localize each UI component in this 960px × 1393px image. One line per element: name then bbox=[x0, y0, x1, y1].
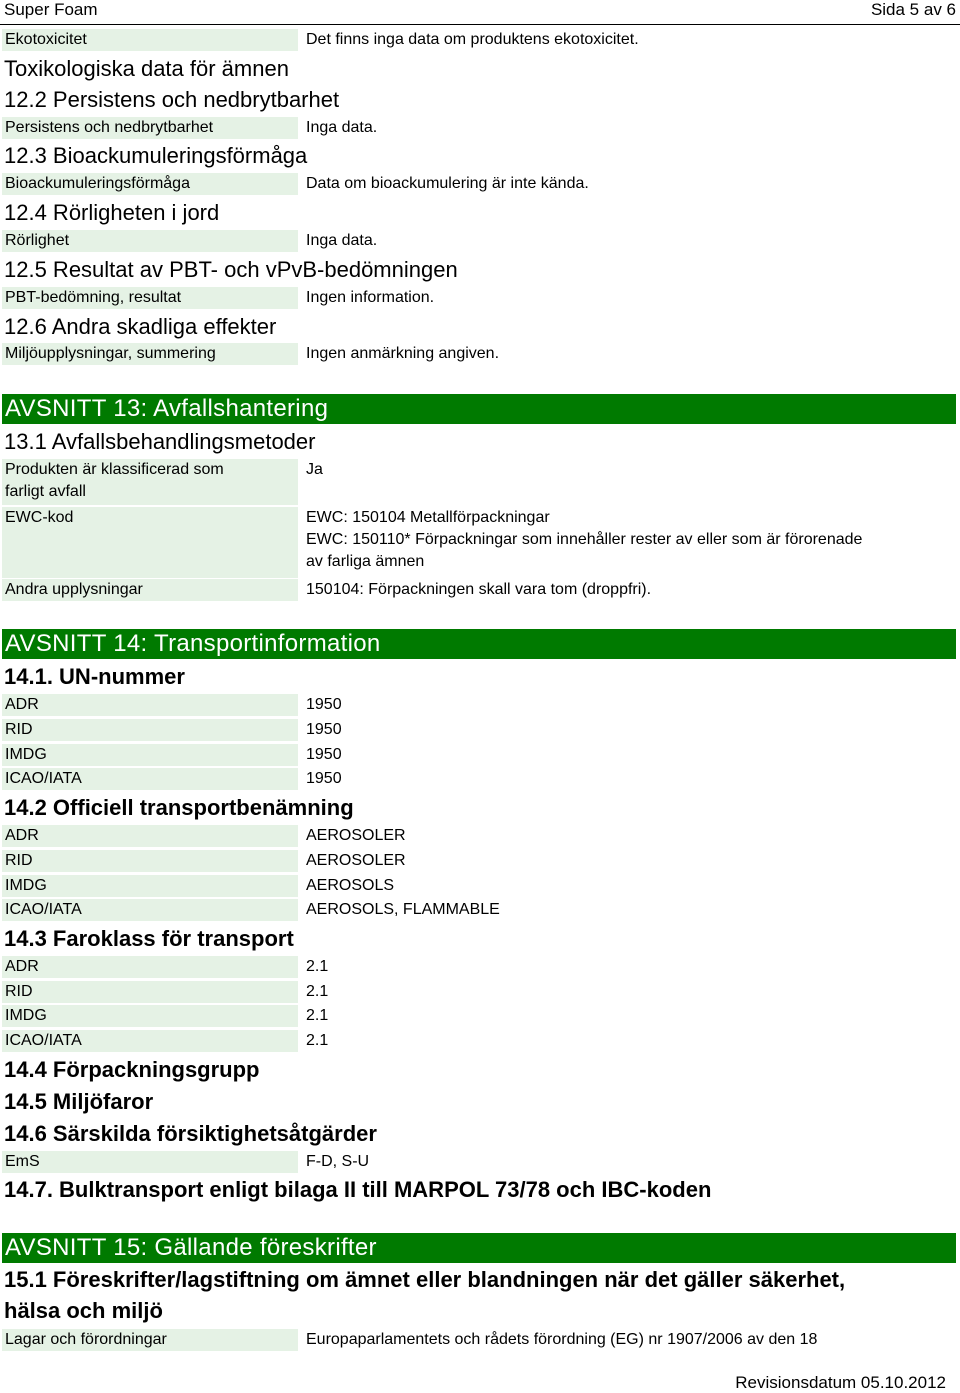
un-value-imdg: 1950 bbox=[306, 746, 342, 763]
mobility-value: Inga data. bbox=[306, 232, 378, 249]
section-14-title: AVSNITT 14: Transportinformation bbox=[2, 629, 956, 659]
company-name: Super Foam bbox=[4, 0, 98, 19]
un-label-icao: ICAO/IATA bbox=[2, 768, 298, 790]
un-label-rid: RID bbox=[2, 719, 298, 741]
ewc-value-line3: av farliga ämnen bbox=[306, 553, 425, 570]
un-value-icao: 1950 bbox=[306, 770, 342, 787]
pbt-label: PBT-bedömning, resultat bbox=[2, 287, 298, 309]
class-value-imdg: 2.1 bbox=[306, 1007, 329, 1024]
name-value-rid: AEROSOLER bbox=[306, 852, 406, 869]
hazardous-waste-label-line1: Produkten är klassificerad som bbox=[5, 461, 224, 478]
persist-value: Inga data. bbox=[306, 119, 378, 136]
other-info-value: 150104: Förpackningen skall vara tom (droppfri). bbox=[306, 581, 652, 598]
un-value-rid: 1950 bbox=[306, 721, 342, 738]
ewc-value-line2: EWC: 150110* Förpackningar som innehåller rester av eller som är förorenade bbox=[306, 531, 863, 548]
toxdata-heading: Toxikologiska data för ämnen bbox=[4, 56, 289, 81]
heading-14-3: 14.3 Faroklass för transport bbox=[4, 926, 294, 951]
bio-value: Data om bioackumulering är inte kända. bbox=[306, 175, 589, 192]
ewc-value-line1: EWC: 150104 Metallförpackningar bbox=[306, 509, 550, 526]
heading-14-4: 14.4 Förpackningsgrupp bbox=[4, 1057, 260, 1082]
ems-label: EmS bbox=[2, 1151, 298, 1173]
heading-14-6: 14.6 Särskilda försiktighetsåtgärder bbox=[4, 1121, 377, 1146]
other-info-label: Andra upplysningar bbox=[2, 579, 298, 601]
heading-12-5: 12.5 Resultat av PBT- och vPvB-bedömningen bbox=[4, 257, 458, 282]
ewc-value bbox=[303, 507, 862, 573]
env-value: Ingen anmärkning angiven. bbox=[306, 345, 500, 362]
heading-12-2: 12.2 Persistens och nedbrytbarhet bbox=[4, 87, 340, 112]
page-number: Sida 5 av 6 bbox=[870, 0, 956, 19]
env-label: Miljöupplysningar, summering bbox=[2, 343, 298, 365]
heading-15-1-line2: hälsa och miljö bbox=[4, 1298, 163, 1323]
bio-label: Bioackumuleringsförmåga bbox=[2, 173, 298, 195]
heading-14-5: 14.5 Miljöfaror bbox=[4, 1089, 154, 1114]
pbt-value: Ingen information. bbox=[306, 289, 435, 306]
section-15-title: AVSNITT 15: Gällande föreskrifter bbox=[2, 1233, 956, 1263]
name-label-icao: ICAO/IATA bbox=[2, 899, 298, 921]
heading-15-1-line1: 15.1 Föreskrifter/lagstiftning om ämnet eller blandningen när det gäller säkerhet, bbox=[4, 1267, 846, 1292]
ems-value: F-D, S-U bbox=[306, 1153, 370, 1170]
heading-12-3: 12.3 Bioackumuleringsförmåga bbox=[4, 143, 308, 168]
class-value-icao: 2.1 bbox=[306, 1032, 329, 1049]
page-header bbox=[0, 0, 960, 25]
heading-14-1: 14.1. UN-nummer bbox=[4, 664, 185, 689]
un-value-adr: 1950 bbox=[306, 696, 342, 713]
name-value-imdg: AEROSOLS bbox=[306, 877, 395, 894]
hazardous-waste-label bbox=[2, 459, 298, 505]
hazardous-waste-value: Ja bbox=[306, 461, 323, 478]
revision-date: Revisionsdatum 05.10.2012 bbox=[735, 1373, 946, 1392]
class-label-icao: ICAO/IATA bbox=[2, 1030, 298, 1052]
law-value: Europaparlamentets och rådets förordning (EG) nr 1907/2006 av den 18 bbox=[306, 1331, 818, 1348]
mobility-label: Rörlighet bbox=[2, 230, 298, 252]
heading-14-2: 14.2 Officiell transportbenämning bbox=[4, 795, 354, 820]
ewc-label: EWC-kod bbox=[2, 507, 298, 578]
name-value-icao: AEROSOLS, FLAMMABLE bbox=[306, 901, 500, 918]
un-label-adr: ADR bbox=[2, 694, 298, 716]
class-label-adr: ADR bbox=[2, 956, 298, 978]
name-value-adr: AEROSOLER bbox=[306, 827, 406, 844]
heading-14-7: 14.7. Bulktransport enligt bilaga II till MARPOL 73/78 och IBC-koden bbox=[4, 1177, 712, 1202]
heading-12-4: 12.4 Rörligheten i jord bbox=[4, 200, 220, 225]
class-value-rid: 2.1 bbox=[306, 983, 329, 1000]
name-label-imdg: IMDG bbox=[2, 875, 298, 897]
heading-12-6: 12.6 Andra skadliga effekter bbox=[4, 314, 277, 339]
heading-13-1: 13.1 Avfallsbehandlingsmetoder bbox=[4, 429, 316, 454]
persist-label: Persistens och nedbrytbarhet bbox=[2, 117, 298, 139]
law-label: Lagar och förordningar bbox=[2, 1329, 298, 1351]
name-label-rid: RID bbox=[2, 850, 298, 872]
ekotox-value: Det finns inga data om produktens ekotoxicitet. bbox=[306, 31, 639, 48]
name-label-adr: ADR bbox=[2, 825, 298, 847]
class-label-imdg: IMDG bbox=[2, 1005, 298, 1027]
ekotox-label: Ekotoxicitet bbox=[2, 29, 298, 51]
class-label-rid: RID bbox=[2, 981, 298, 1003]
section-13-title: AVSNITT 13: Avfallshantering bbox=[2, 394, 956, 424]
hazardous-waste-label-line2: farligt avfall bbox=[5, 483, 86, 500]
un-label-imdg: IMDG bbox=[2, 744, 298, 766]
class-value-adr: 2.1 bbox=[306, 958, 329, 975]
